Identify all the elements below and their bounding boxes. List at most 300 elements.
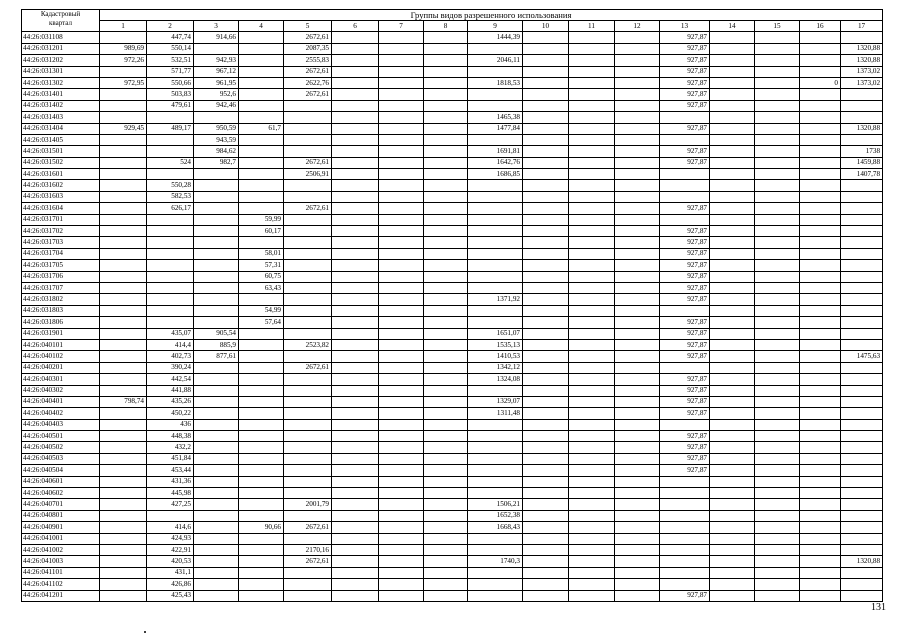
value-cell [523, 66, 569, 77]
value-cell [332, 374, 379, 385]
value-cell [100, 590, 147, 601]
value-cell: 927,87 [660, 465, 710, 476]
value-cell [332, 579, 379, 590]
value-cell [841, 408, 883, 419]
value-cell [379, 567, 424, 578]
value-cell [100, 533, 147, 544]
value-cell [147, 214, 194, 225]
value-cell [239, 328, 284, 339]
value-cell [284, 226, 332, 237]
value-cell [468, 271, 523, 282]
table-row [22, 476, 883, 487]
table-row [22, 396, 883, 407]
value-cell [523, 89, 569, 100]
value-cell [194, 43, 239, 54]
table-row [22, 590, 883, 601]
value-cell [615, 157, 660, 168]
value-cell [710, 408, 755, 419]
value-cell [194, 442, 239, 453]
value-cell: 927,87 [660, 396, 710, 407]
value-cell [841, 374, 883, 385]
value-cell [755, 134, 800, 145]
value-cell [100, 408, 147, 419]
value-cell [239, 77, 284, 88]
page-number: 131 [871, 602, 886, 613]
value-cell [194, 476, 239, 487]
value-cell [332, 237, 379, 248]
value-cell [379, 465, 424, 476]
value-cell [379, 453, 424, 464]
value-cell [800, 590, 841, 601]
value-cell [100, 499, 147, 510]
cadastral-quarter-cell: 44:26:041001 [22, 533, 100, 544]
value-cell [660, 510, 710, 521]
value-cell [379, 112, 424, 123]
value-cell [841, 134, 883, 145]
value-cell [660, 169, 710, 180]
value-cell: 1652,38 [468, 510, 523, 521]
value-cell [424, 328, 468, 339]
value-cell [755, 237, 800, 248]
table-row [22, 453, 883, 464]
value-cell [468, 134, 523, 145]
value-cell [660, 579, 710, 590]
value-cell [147, 112, 194, 123]
value-cell [615, 476, 660, 487]
value-cell [332, 226, 379, 237]
value-cell: 927,87 [660, 408, 710, 419]
cadastral-quarter-cell: 44:26:031202 [22, 55, 100, 66]
value-cell [424, 556, 468, 567]
value-cell: 1642,76 [468, 157, 523, 168]
value-cell [424, 89, 468, 100]
value-cell [800, 374, 841, 385]
value-cell: 2672,61 [284, 66, 332, 77]
value-cell [332, 396, 379, 407]
value-cell [523, 282, 569, 293]
value-cell [523, 465, 569, 476]
value-cell [569, 271, 615, 282]
value-cell [755, 556, 800, 567]
value-cell [569, 248, 615, 259]
value-cell [755, 157, 800, 168]
value-cell [468, 385, 523, 396]
value-cell [615, 146, 660, 157]
value-cell: 2506,91 [284, 169, 332, 180]
value-cell: 448,38 [147, 431, 194, 442]
value-cell [523, 226, 569, 237]
value-cell [332, 248, 379, 259]
value-cell: 451,84 [147, 453, 194, 464]
cadastral-quarter-cell: 44:26:040101 [22, 339, 100, 350]
value-cell [379, 123, 424, 134]
value-cell [100, 214, 147, 225]
value-cell [100, 260, 147, 271]
value-cell [424, 579, 468, 590]
value-cell [841, 567, 883, 578]
value-cell: 479,61 [147, 100, 194, 111]
value-cell [755, 294, 800, 305]
table-row [22, 544, 883, 555]
value-cell [239, 169, 284, 180]
value-cell [615, 226, 660, 237]
table-row [22, 32, 883, 43]
value-cell [424, 100, 468, 111]
value-cell [424, 544, 468, 555]
value-cell: 1320,88 [841, 43, 883, 54]
value-cell [100, 476, 147, 487]
value-cell [100, 317, 147, 328]
value-cell [841, 579, 883, 590]
value-cell [332, 510, 379, 521]
table-row [22, 556, 883, 567]
value-cell: 532,51 [147, 55, 194, 66]
column-number-header: 10 [523, 21, 569, 32]
value-cell [569, 157, 615, 168]
value-cell [147, 260, 194, 271]
value-cell [284, 191, 332, 202]
value-cell: 436 [147, 419, 194, 430]
value-cell: 59,99 [239, 214, 284, 225]
value-cell [424, 408, 468, 419]
value-cell [569, 77, 615, 88]
cadastral-quarter-cell: 44:26:031201 [22, 43, 100, 54]
value-cell [284, 294, 332, 305]
value-cell [800, 180, 841, 191]
cadastral-quarter-cell: 44:26:031806 [22, 317, 100, 328]
value-cell [710, 226, 755, 237]
value-cell [194, 214, 239, 225]
table-row [22, 282, 883, 293]
value-cell [710, 237, 755, 248]
value-cell [194, 237, 239, 248]
value-cell [100, 282, 147, 293]
value-cell [100, 442, 147, 453]
value-cell [332, 305, 379, 316]
value-cell [755, 488, 800, 499]
value-cell [468, 282, 523, 293]
cadastral-quarter-cell: 44:26:031403 [22, 112, 100, 123]
value-cell: 927,87 [660, 374, 710, 385]
value-cell [332, 442, 379, 453]
value-cell [239, 488, 284, 499]
value-cell [755, 499, 800, 510]
table-row [22, 431, 883, 442]
value-cell [841, 419, 883, 430]
value-cell: 927,87 [660, 248, 710, 259]
value-cell [332, 32, 379, 43]
value-cell [424, 419, 468, 430]
value-cell [194, 419, 239, 430]
value-cell [710, 488, 755, 499]
value-cell: 424,93 [147, 533, 194, 544]
value-cell [615, 180, 660, 191]
value-cell [523, 305, 569, 316]
value-cell [710, 203, 755, 214]
value-cell: 927,87 [660, 317, 710, 328]
value-cell [332, 522, 379, 533]
value-cell [424, 476, 468, 487]
value-cell [523, 590, 569, 601]
value-cell [755, 226, 800, 237]
value-cell [800, 567, 841, 578]
value-cell [194, 317, 239, 328]
value-cell [424, 112, 468, 123]
value-cell [379, 294, 424, 305]
value-cell [569, 294, 615, 305]
value-cell [194, 271, 239, 282]
value-cell [755, 339, 800, 350]
value-cell [379, 134, 424, 145]
value-cell [284, 112, 332, 123]
value-cell [841, 533, 883, 544]
value-cell [841, 305, 883, 316]
value-cell [660, 305, 710, 316]
table-body [22, 32, 883, 602]
value-cell: 905,54 [194, 328, 239, 339]
value-cell [800, 408, 841, 419]
value-cell [710, 522, 755, 533]
value-cell [468, 260, 523, 271]
value-cell [710, 191, 755, 202]
value-cell [239, 203, 284, 214]
value-cell [523, 499, 569, 510]
value-cell [379, 89, 424, 100]
cadastral-quarter-cell: 44:26:040302 [22, 385, 100, 396]
table-row [22, 374, 883, 385]
value-cell [424, 169, 468, 180]
value-cell [424, 77, 468, 88]
value-cell [379, 77, 424, 88]
value-cell [800, 203, 841, 214]
table-row [22, 134, 883, 145]
value-cell [100, 237, 147, 248]
value-cell [424, 499, 468, 510]
value-cell [424, 362, 468, 373]
value-cell [710, 590, 755, 601]
table-row [22, 533, 883, 544]
value-cell [284, 248, 332, 259]
value-cell [523, 419, 569, 430]
value-cell [755, 123, 800, 134]
value-cell [755, 180, 800, 191]
value-cell [615, 488, 660, 499]
value-cell [424, 43, 468, 54]
value-cell [615, 579, 660, 590]
value-cell [710, 100, 755, 111]
value-cell [100, 488, 147, 499]
value-cell [194, 226, 239, 237]
value-cell: 426,86 [147, 579, 194, 590]
value-cell [332, 465, 379, 476]
value-cell [100, 203, 147, 214]
value-cell [239, 453, 284, 464]
value-cell [710, 77, 755, 88]
value-cell: 90,66 [239, 522, 284, 533]
value-cell [284, 123, 332, 134]
value-cell [523, 214, 569, 225]
value-cell: 1651,07 [468, 328, 523, 339]
value-cell [710, 282, 755, 293]
value-cell [468, 89, 523, 100]
value-cell [523, 43, 569, 54]
value-cell [569, 453, 615, 464]
cadastral-quarter-cell: 44:26:040102 [22, 351, 100, 362]
value-cell [800, 214, 841, 225]
value-cell [468, 590, 523, 601]
table-row [22, 362, 883, 373]
value-cell [284, 260, 332, 271]
value-cell: 1506,21 [468, 499, 523, 510]
value-cell [284, 396, 332, 407]
value-cell: 445,98 [147, 488, 194, 499]
table-row [22, 214, 883, 225]
value-cell [239, 237, 284, 248]
value-cell [239, 157, 284, 168]
value-cell [424, 351, 468, 362]
value-cell [100, 419, 147, 430]
value-cell: 1668,43 [468, 522, 523, 533]
value-cell [615, 260, 660, 271]
value-cell [615, 43, 660, 54]
value-cell [284, 146, 332, 157]
cadastral-quarter-cell: 44:26:031604 [22, 203, 100, 214]
cadastral-quarter-cell: 44:26:031401 [22, 89, 100, 100]
value-cell [194, 294, 239, 305]
column-number-header: 17 [841, 21, 883, 32]
value-cell [379, 203, 424, 214]
value-cell [424, 453, 468, 464]
value-cell [239, 385, 284, 396]
value-cell [841, 362, 883, 373]
value-cell [710, 123, 755, 134]
value-cell [800, 134, 841, 145]
value-cell [523, 157, 569, 168]
value-cell [424, 431, 468, 442]
table-row [22, 488, 883, 499]
value-cell [615, 169, 660, 180]
value-cell [194, 180, 239, 191]
value-cell [147, 169, 194, 180]
value-cell [332, 544, 379, 555]
value-cell: 927,87 [660, 203, 710, 214]
cadastral-quarter-cell: 44:26:040502 [22, 442, 100, 453]
value-cell [100, 374, 147, 385]
value-cell [332, 362, 379, 373]
value-cell [284, 305, 332, 316]
value-cell: 961,95 [194, 77, 239, 88]
value-cell [569, 191, 615, 202]
value-cell [147, 305, 194, 316]
value-cell [569, 362, 615, 373]
value-cell [800, 169, 841, 180]
value-cell [424, 134, 468, 145]
value-cell [569, 89, 615, 100]
column-number-header: 14 [710, 21, 755, 32]
value-cell [523, 351, 569, 362]
value-cell [424, 123, 468, 134]
value-cell [100, 339, 147, 350]
cadastral-quarter-cell: 44:26:040701 [22, 499, 100, 510]
value-cell: 942,46 [194, 100, 239, 111]
table-row [22, 89, 883, 100]
value-cell [800, 100, 841, 111]
value-cell [468, 544, 523, 555]
cadastral-quarter-cell: 44:26:040301 [22, 374, 100, 385]
value-cell [379, 362, 424, 373]
column-number-header: 8 [424, 21, 468, 32]
value-cell [569, 522, 615, 533]
value-cell [284, 419, 332, 430]
value-cell [284, 328, 332, 339]
table-row [22, 351, 883, 362]
value-cell [523, 431, 569, 442]
value-cell [615, 385, 660, 396]
value-cell [710, 260, 755, 271]
value-cell: 943,59 [194, 134, 239, 145]
value-cell: 453,44 [147, 465, 194, 476]
value-cell [332, 317, 379, 328]
value-cell [468, 66, 523, 77]
value-cell [379, 533, 424, 544]
value-cell [332, 43, 379, 54]
value-cell [710, 169, 755, 180]
value-cell [424, 305, 468, 316]
value-cell [660, 556, 710, 567]
value-cell [523, 77, 569, 88]
value-cell [841, 476, 883, 487]
value-cell [523, 191, 569, 202]
value-cell: 63,43 [239, 282, 284, 293]
value-cell [468, 567, 523, 578]
value-cell [284, 282, 332, 293]
value-cell [284, 579, 332, 590]
cadastral-quarter-cell: 44:26:031704 [22, 248, 100, 259]
value-cell [755, 214, 800, 225]
value-cell [660, 112, 710, 123]
value-cell [569, 419, 615, 430]
value-cell: 927,87 [660, 385, 710, 396]
value-cell [660, 567, 710, 578]
value-cell [710, 499, 755, 510]
value-cell [523, 180, 569, 191]
value-cell [424, 442, 468, 453]
value-cell [239, 191, 284, 202]
value-cell [755, 146, 800, 157]
value-cell [147, 282, 194, 293]
value-cell [841, 271, 883, 282]
value-cell [379, 419, 424, 430]
value-cell [569, 328, 615, 339]
table-row [22, 579, 883, 590]
value-cell [424, 339, 468, 350]
value-cell [755, 510, 800, 521]
value-cell [332, 294, 379, 305]
value-cell [755, 476, 800, 487]
value-cell [332, 385, 379, 396]
value-cell: 927,87 [660, 226, 710, 237]
value-cell [379, 43, 424, 54]
table-row [22, 385, 883, 396]
value-cell [615, 567, 660, 578]
value-cell [332, 351, 379, 362]
value-cell [100, 169, 147, 180]
value-cell [424, 488, 468, 499]
value-cell: 927,87 [660, 328, 710, 339]
value-cell [841, 214, 883, 225]
value-cell: 1535,13 [468, 339, 523, 350]
column-number-header: 12 [615, 21, 660, 32]
